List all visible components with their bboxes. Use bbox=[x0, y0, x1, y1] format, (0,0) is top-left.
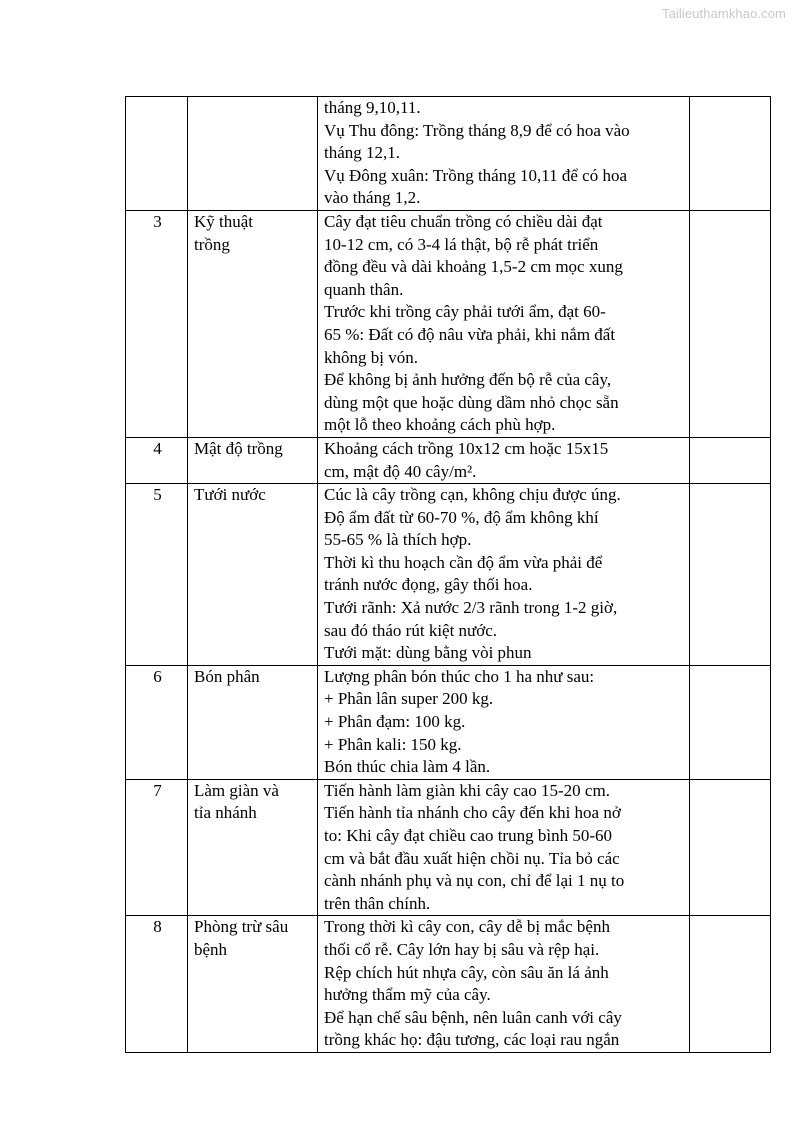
content-line: tháng 12,1. bbox=[324, 143, 401, 163]
note-cell bbox=[690, 484, 771, 666]
task-line: bệnh bbox=[194, 939, 228, 959]
task-line: Kỹ thuật bbox=[194, 211, 254, 231]
content-line: 55-65 % là thích hợp. bbox=[324, 530, 472, 550]
row-number: 6 bbox=[153, 666, 162, 686]
content-line: Thời kì thu hoạch cần độ ẩm vừa phải để bbox=[324, 552, 603, 572]
content-line: sau đó tháo rút kiệt nước. bbox=[324, 620, 498, 640]
content-line: thối cổ rễ. Cây lớn hay bị sâu và rệp hại. bbox=[324, 939, 600, 959]
content-cell bbox=[318, 916, 690, 1053]
note-cell bbox=[690, 210, 771, 437]
content-line: + Phân đạm: 100 kg. bbox=[324, 712, 466, 732]
content-line: Lượng phân bón thúc cho 1 ha như sau: bbox=[324, 666, 595, 686]
task-cell bbox=[188, 916, 318, 1053]
table-row bbox=[126, 665, 771, 779]
row-number-cell bbox=[126, 916, 188, 1053]
task-line: trồng bbox=[194, 234, 230, 254]
content-line: Để không bị ảnh hưởng đến bộ rễ của cây, bbox=[324, 370, 612, 390]
content-cell bbox=[318, 665, 690, 779]
cultivation-table bbox=[125, 96, 771, 1053]
task-cell bbox=[188, 437, 318, 483]
row-number-cell bbox=[126, 97, 188, 211]
task-cell bbox=[188, 97, 318, 211]
content-line: + Phân kali: 150 kg. bbox=[324, 734, 462, 754]
row-number: 8 bbox=[153, 917, 162, 937]
note-cell bbox=[690, 779, 771, 916]
table-row bbox=[126, 97, 771, 211]
content-line: + Phân lân super 200 kg. bbox=[324, 689, 494, 709]
content-line: 10-12 cm, có 3-4 lá thật, bộ rễ phát triển bbox=[324, 234, 599, 254]
task-line: Phòng trừ sâu bbox=[194, 917, 289, 937]
content-line: Khoảng cách trồng 10x12 cm hoặc 15x15 bbox=[324, 438, 609, 458]
content-line: Tưới mặt: dùng bằng vòi phun bbox=[324, 643, 532, 663]
content-line: một lỗ theo khoảng cách phù hợp. bbox=[324, 415, 556, 435]
content-cell bbox=[318, 210, 690, 437]
row-number: 5 bbox=[153, 485, 162, 505]
content-line: trồng khác họ: đậu tương, các loại rau ngắn bbox=[324, 1030, 620, 1050]
task-cell bbox=[188, 779, 318, 916]
note-cell bbox=[690, 665, 771, 779]
note-cell bbox=[690, 437, 771, 483]
table-row bbox=[126, 484, 771, 666]
row-number-cell bbox=[126, 210, 188, 437]
watermark: Tailieuthamkhao.com bbox=[661, 6, 786, 21]
content-line: Tiến hành tỉa nhánh cho cây đến khi hoa nở bbox=[324, 803, 621, 823]
content-line: đồng đều và dài khoảng 1,5-2 cm mọc xung bbox=[324, 257, 623, 277]
note-cell bbox=[690, 97, 771, 211]
table-row bbox=[126, 779, 771, 916]
task-line: tỉa nhánh bbox=[194, 803, 257, 823]
content-cell bbox=[318, 779, 690, 916]
content-line: Vụ Đông xuân: Trồng tháng 10,11 để có hoa bbox=[324, 165, 627, 185]
task-line: Tưới nước bbox=[194, 485, 266, 505]
content-line: cm, mật độ 40 cây/m². bbox=[324, 461, 477, 481]
table-body bbox=[126, 97, 771, 1053]
content-line: Để hạn chế sâu bệnh, nên luân canh với cây bbox=[324, 1007, 622, 1027]
content-line: Bón thúc chia làm 4 lần. bbox=[324, 757, 491, 777]
row-number-cell bbox=[126, 484, 188, 666]
table-row bbox=[126, 437, 771, 483]
content-line: vào tháng 1,2. bbox=[324, 188, 421, 208]
content-line: 65 %: Đất có độ nâu vừa phải, khi nắm đất bbox=[324, 324, 616, 344]
content-line: cành nhánh phụ và nụ con, chỉ để lại 1 nụ to bbox=[324, 871, 625, 891]
content-cell bbox=[318, 97, 690, 211]
task-line: Mật độ trồng bbox=[194, 438, 283, 458]
content-line: Tiến hành làm giàn khi cây cao 15-20 cm. bbox=[324, 780, 610, 800]
content-line: quanh thân. bbox=[324, 279, 404, 299]
content-line: tránh nước đọng, gây thối hoa. bbox=[324, 575, 533, 595]
content-line: Tưới rãnh: Xả nước 2/3 rãnh trong 1-2 giờ, bbox=[324, 598, 618, 618]
content-line: Vụ Thu đông: Trồng tháng 8,9 để có hoa vào bbox=[324, 120, 630, 140]
row-number-cell bbox=[126, 665, 188, 779]
content-line: dùng một que hoặc dùng dầm nhỏ chọc sẵn bbox=[324, 392, 619, 412]
task-cell bbox=[188, 484, 318, 666]
row-number: 4 bbox=[153, 438, 162, 458]
content-line: không bị vón. bbox=[324, 347, 418, 367]
task-cell bbox=[188, 665, 318, 779]
note-cell bbox=[690, 916, 771, 1053]
content-line: Cúc là cây trồng cạn, không chịu được úng. bbox=[324, 485, 621, 505]
content-cell bbox=[318, 484, 690, 666]
content-line: Cây đạt tiêu chuẩn trồng có chiều dài đạt bbox=[324, 211, 603, 231]
row-number-cell bbox=[126, 437, 188, 483]
task-line: Bón phân bbox=[194, 666, 260, 686]
content-line: trên thân chính. bbox=[324, 893, 431, 913]
table-row bbox=[126, 916, 771, 1053]
content-line: Trong thời kì cây con, cây dễ bị mắc bệnh bbox=[324, 917, 610, 937]
row-number-cell bbox=[126, 779, 188, 916]
row-number: 3 bbox=[153, 211, 162, 231]
content-line: tháng 9,10,11. bbox=[324, 98, 421, 117]
content-line: to: Khi cây đạt chiều cao trung bình 50-60 bbox=[324, 826, 612, 845]
task-line: Làm giàn và bbox=[194, 780, 279, 800]
content-line: cm và bắt đầu xuất hiện chồi nụ. Tỉa bỏ các bbox=[324, 848, 620, 868]
content-line: Trước khi trồng cây phải tưới ẩm, đạt 60- bbox=[324, 302, 606, 322]
content-cell bbox=[318, 437, 690, 483]
content-line: hưởng thẩm mỹ của cây. bbox=[324, 985, 491, 1005]
table-row bbox=[126, 210, 771, 437]
task-cell bbox=[188, 210, 318, 437]
content-line: Rệp chích hút nhựa cây, còn sâu ăn lá ảnh bbox=[324, 962, 609, 982]
row-number: 7 bbox=[153, 780, 162, 800]
content-line: Độ ẩm đất từ 60-70 %, độ ẩm không khí bbox=[324, 507, 599, 527]
